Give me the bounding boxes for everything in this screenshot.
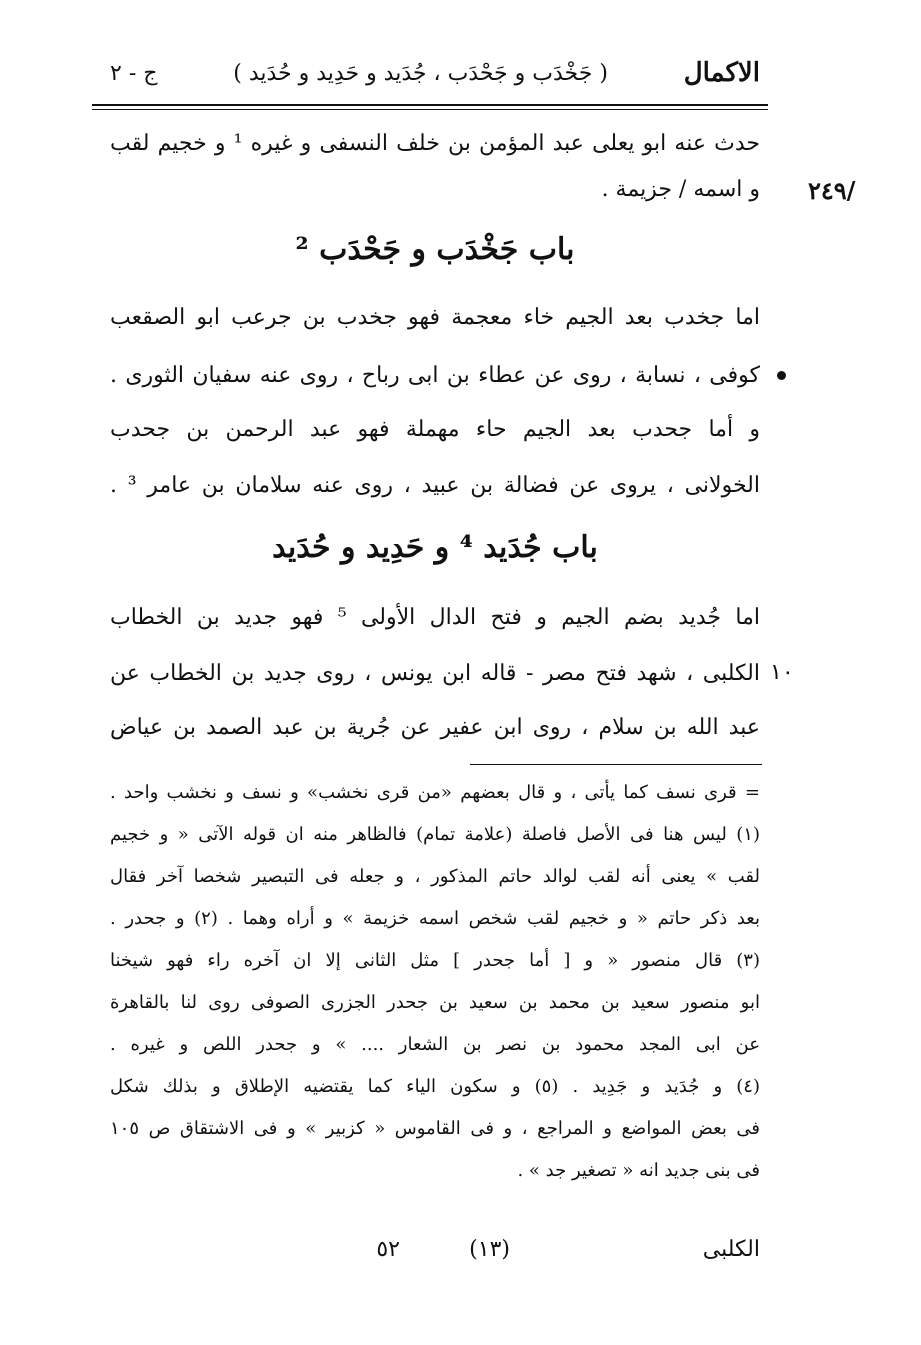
signature-mark: (١٣) [469, 1237, 510, 1262]
body-line: و أما جحدب بعد الجيم حاء مهملة فهو عبد الرحمن بن جحدب [110, 417, 760, 442]
footnote-line: (٣) قال منصور « و [ أما جحدر ] مثل الثانى إلا ان آخره راء فهو شيخنا [110, 950, 760, 971]
header-volume: ج - ٢ [110, 60, 158, 86]
section-heading: باب جُدَيد ⁴ و حَدِيد و حُدَيد [272, 530, 598, 565]
body-line: كوفى ، نسابة ، روى عن عطاء بن ابى رباح ، روى عنه سفيان الثورى . [110, 363, 760, 388]
running-header [110, 50, 760, 96]
footnote-line: بعد ذكر حاتم « و خجيم لقب شخص اسمه خزيمة » و أراه وهما . (٢) و جحدر . [110, 908, 760, 929]
footnote-line: عن ابى المجد محمود بن نصر بن الشعار .... » و جحدر اللص و غيره . [110, 1034, 760, 1055]
page-footer [110, 1237, 760, 1277]
header-rule-thin [92, 109, 768, 110]
footnote-line: فى بعض المواضع و المراجع ، و فى القاموس « كزبير » و فى الاشتقاق ص ١٠٥ [110, 1118, 760, 1139]
body-line: و اسمه / جزيمة . [601, 177, 760, 202]
footnote-line: = قرى نسف كما يأتى ، و قال بعضهم «من قرى نخشب» و نسف و نخشب واحد . [110, 782, 760, 803]
section-heading: باب جَخْدَب و جَحْدَب ² [295, 232, 575, 267]
footnote-line: فى بنى جديد انه « تصغير جد » . [517, 1160, 760, 1181]
line-number: ١٠ [770, 660, 794, 685]
header-title: الاكمال [683, 58, 760, 88]
header-rule [92, 104, 768, 106]
body-line: الكلبى ، شهد فتح مصر - قاله ابن يونس ، روى جديد بن الخطاب عن [110, 661, 760, 686]
marginal-dot [777, 371, 786, 380]
footnote-line: (١) ليس هنا فى الأصل فاصلة (علامة تمام) فالظاهر منه ان قوله الآتى « و خجيم [110, 824, 760, 845]
page-number: ٥٢ [376, 1237, 400, 1262]
body-line: الخولانى ، يروى عن فضالة بن عبيد ، روى عنه سلامان بن عامر ³ . [110, 473, 760, 498]
header-topic: ( جَخْدَب و جَحْدَب ، جُدَيد و حَدِيد و حُدَيد ) [233, 60, 608, 86]
body-line: حدث عنه ابو يعلى عبد المؤمن بن خلف النسفى و غيره ¹ و خجيم لقب [110, 131, 760, 156]
notes-rule [470, 764, 762, 765]
footnote-line: ابو منصور سعيد بن محمد بن سعيد بن جحدر الجزرى الصوفى روى لنا بالقاهرة [110, 992, 760, 1013]
body-line: اما جُديد بضم الجيم و فتح الدال الأولى ⁵ فهو جديد بن الخطاب [110, 605, 760, 630]
body-line: اما جخدب بعد الجيم خاء معجمة فهو جخدب بن جرعب ابو الصقعب [110, 305, 760, 330]
margin-page-reference: /٢٤٩ [808, 176, 856, 205]
footnote-line: لقب » يعنى أنه لقب لوالد حاتم المذكور ، و جعله فى التبصير شخصا آخر فقال [110, 866, 760, 887]
catchword: الكلبى [702, 1237, 760, 1262]
footnote-line: (٤) و جُدَيد و جَدِيد . (٥) و سكون الياء كما يقتضيه الإطلاق و بذلك شكل [110, 1076, 760, 1097]
body-line: عبد الله بن سلام ، روى ابن عفير عن جُرية بن عبد الصمد بن عياض [110, 715, 760, 740]
